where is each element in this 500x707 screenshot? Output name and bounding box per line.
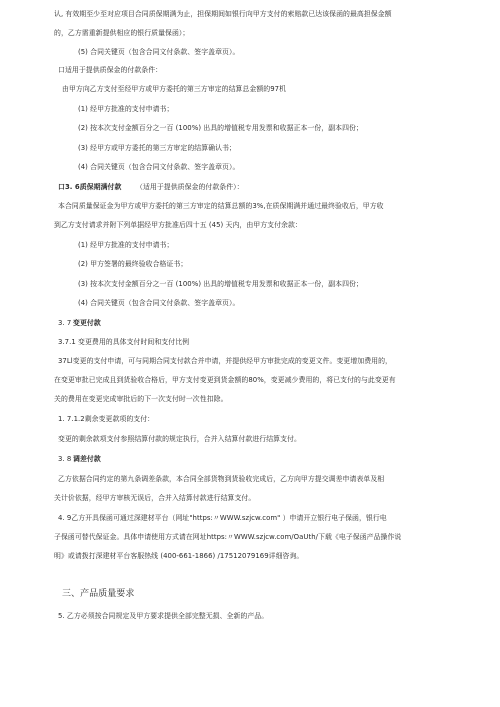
list-item: (5) 合同关键页（包含合同文付条款、签字盖章页）。 xyxy=(78,48,240,56)
text-line: 本合同质量保证金为甲方或甲方委托的第三方审定的结算总额的3%,在质保期满并通过最终验收后，甲方收 xyxy=(58,202,384,210)
section-heading: 变更付款 xyxy=(73,319,101,327)
subsection-heading: 3.7.1 变更费用的具体支付时间和支付比例 xyxy=(58,338,190,346)
text-line: 变更的剩余款项支付参照结算付款的规定执行，合并入结算付款进行结算支付。 xyxy=(58,435,301,443)
text-line: 5. 乙方必须按合同规定及甲方要求提供全部完整无损、全新的产品。 xyxy=(58,612,269,620)
list-item: (2) 甲方签署的最终验收合格证书； xyxy=(78,260,188,268)
text-line: 4. 9乙方开具保函可通过深建材平台（网址"https:〃WWW.szjcw.com" ）申请开立银行电子保函，银行电 xyxy=(58,514,387,522)
section-heading-note: （适用于提供质保金的付款条件）： xyxy=(136,183,244,191)
list-item: (4) 合同关键页（包含合同文付条款、签字盖章页）。 xyxy=(78,163,240,171)
text-line: 乙方依据合同约定的第九条调差条款，本合同全部货物到货验收完成后，乙方向甲方提交调差申请表单及相 xyxy=(58,475,385,483)
text-line: 明》或请拨打深建材平台客服热线 (400-661-1866) /17512079169详细咨询。 xyxy=(54,552,304,560)
text-line: 关的费用在变更完成审批后的下一次支付时一次性扣除。 xyxy=(54,395,228,403)
text-line: 关计价依据，经甲方审核无误后，合并入结算付款进行结算支付。 xyxy=(54,494,256,502)
list-item: (1) 经甲方批准的支付申请书； xyxy=(78,105,174,113)
section-number: 3. 8 xyxy=(58,455,72,463)
section-heading: 口3. 6质保期满付款 xyxy=(58,183,122,191)
text-line: 认, 有效期至少至对应项目合同质保期满为止，担保期间如银行向甲方支付的索赔款已达该保函的最高担保金额 xyxy=(54,10,392,18)
list-item: (3) 按本次支付金额百分之一百 (100%) 出具的增值税专用发票和收据正本一份，副本四份； xyxy=(78,280,363,288)
text-line: 子保函可替代保证金。具体申请使用方式请在网址https:〃WWW.szjcw.com/OaUth/下载《电子保函产品操作说 xyxy=(54,533,402,541)
list-item: (4) 合同关键页（包含合同文付条款、签字盖章页）。 xyxy=(78,299,240,307)
subsection-heading: 1. 7.1.2剩余变更款项的支付： xyxy=(58,415,155,423)
text-line: 由甲方向乙方支付至经甲方或甲方委托的第三方审定的结算总金额的97机 xyxy=(62,85,287,93)
chapter-heading: 三、产品质量要求 xyxy=(62,589,135,599)
checkbox-label: 口适用于提供质保金的付款条件： xyxy=(58,66,163,74)
section-heading: 调差付款 xyxy=(73,455,101,463)
section-number: 3. 7 xyxy=(58,319,72,327)
list-item: (1) 经甲方批准的支付申请书； xyxy=(78,241,174,249)
list-item: (3) 经甲方或甲方委托的第三方审定的结算确认书； xyxy=(78,144,236,152)
text-line: 到乙方支付请求并附下列单据经甲方批准后四十五 (45) 天内，由甲方支付余款： xyxy=(54,221,302,229)
text-line: 的，乙方需重新提供相应的银行质量保函）； xyxy=(54,29,190,37)
text-line: 在变更审批已完成且到货验收合格后，甲方支付变更到货金额的80%，变更减少费用的，将已支付的与此变更有 xyxy=(54,376,396,384)
list-item: (2) 按本次支付金额百分之一百 (100%) 出具的增值税专用发票和收据正本一份，副本四份； xyxy=(78,124,363,132)
text-line: 37Ll变更的支付申请，可与同期合同支付款合并申请，并提供经甲方审批完成的变更文件。变更增加费用的， xyxy=(58,357,392,365)
